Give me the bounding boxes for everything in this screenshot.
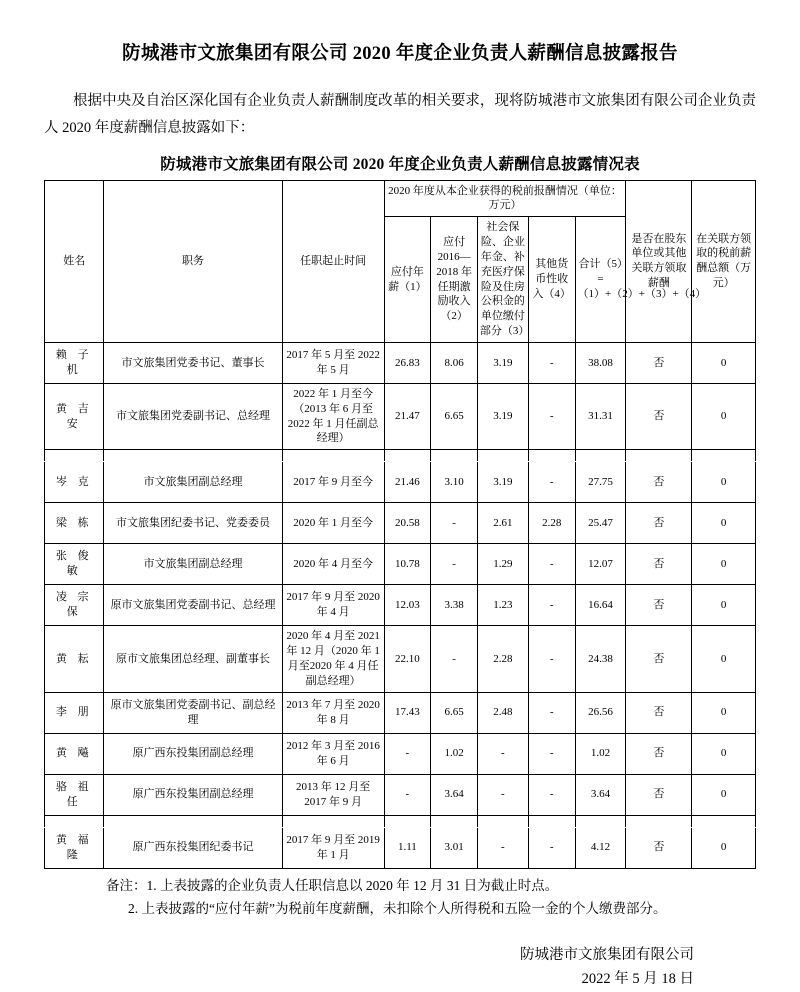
header-shareholder-pay: 是否在股东单位或其他关联方领取薪酬 xyxy=(626,180,692,342)
cell-insurance: 3.19 xyxy=(477,342,528,383)
cell-term-incentive: 8.06 xyxy=(431,342,478,383)
page-title: 防城港市文旅集团有限公司 2020 年度企业负责人薪酬信息披露报告 xyxy=(122,44,678,64)
cell-annual-salary: 12.03 xyxy=(384,585,431,626)
header-col-5: 合计（5）=（1）+（2）+（3）+（4） xyxy=(575,217,626,343)
cell-tenure: 2017 年 9 月至 2020 年 4 月 xyxy=(282,585,384,626)
cell-post: 市文旅集团副总经理 xyxy=(104,544,282,585)
cell-annual-salary: 21.47 xyxy=(384,383,431,449)
cell-total: 12.07 xyxy=(575,544,626,585)
cell-term-incentive: - xyxy=(431,503,478,544)
table-row xyxy=(45,733,756,774)
cell-annual-salary: 17.43 xyxy=(384,692,431,733)
table-group-separator xyxy=(45,450,756,462)
table-title: 防城港市文旅集团有限公司 2020 年度企业负责人薪酬信息披露情况表 xyxy=(160,155,640,173)
notes-section xyxy=(44,875,756,921)
cell-total: 3.64 xyxy=(575,774,626,815)
cell-total: 26.56 xyxy=(575,692,626,733)
cell-term-incentive: - xyxy=(431,626,478,692)
cell-insurance: - xyxy=(477,733,528,774)
cell-name: 黄 福 隆 xyxy=(45,827,104,868)
cell-term-incentive: 3.38 xyxy=(431,585,478,626)
cell-insurance: - xyxy=(477,774,528,815)
cell-total: 24.38 xyxy=(575,626,626,692)
separator-cell xyxy=(477,815,528,827)
cell-shareholder-pay: 否 xyxy=(626,383,692,449)
cell-tenure: 2017 年 5 月至 2022 年 5 月 xyxy=(282,342,384,383)
cell-post: 市文旅集团纪委书记、党委委员 xyxy=(104,503,282,544)
cell-total: 38.08 xyxy=(575,342,626,383)
cell-name: 岑 克 xyxy=(45,462,104,503)
cell-related-total: 0 xyxy=(692,585,756,626)
cell-term-incentive: 3.64 xyxy=(431,774,478,815)
cell-post: 原广西东投集团副总经理 xyxy=(104,733,282,774)
signature-org: 防城港市文旅集团有限公司 xyxy=(520,946,694,963)
note-2: 2. 上表披露的“应付年薪”为税前年度薪酬，未扣除个人所得税和五险一金的个人缴费部分。 xyxy=(128,900,667,916)
cell-shareholder-pay: 否 xyxy=(626,774,692,815)
cell-other-income: - xyxy=(528,342,575,383)
cell-other-income: - xyxy=(528,827,575,868)
cell-other-income: - xyxy=(528,544,575,585)
separator-cell xyxy=(626,450,692,462)
header-col-1: 应付年薪（1） xyxy=(384,217,431,343)
separator-cell xyxy=(431,815,478,827)
table-row xyxy=(45,692,756,733)
cell-tenure: 2017 年 9 月至今 xyxy=(282,462,384,503)
cell-shareholder-pay: 否 xyxy=(626,585,692,626)
cell-name: 赖 子 机 xyxy=(45,342,104,383)
cell-post: 市文旅集团党委副书记、总经理 xyxy=(104,383,282,449)
cell-total: 16.64 xyxy=(575,585,626,626)
cell-other-income: - xyxy=(528,462,575,503)
separator-cell xyxy=(477,450,528,462)
table-row xyxy=(45,774,756,815)
separator-cell xyxy=(692,815,756,827)
cell-total: 31.31 xyxy=(575,383,626,449)
cell-shareholder-pay: 否 xyxy=(626,626,692,692)
cell-term-incentive: 1.02 xyxy=(431,733,478,774)
notes-label: 备注： xyxy=(106,877,147,893)
cell-related-total: 0 xyxy=(692,462,756,503)
cell-insurance: 3.19 xyxy=(477,462,528,503)
cell-insurance: 2.48 xyxy=(477,692,528,733)
cell-annual-salary: 10.78 xyxy=(384,544,431,585)
separator-cell xyxy=(104,450,282,462)
cell-name: 骆 祖 任 xyxy=(45,774,104,815)
cell-term-incentive: - xyxy=(431,544,478,585)
cell-post: 原广西东投集团纪委书记 xyxy=(104,827,282,868)
cell-total: 1.02 xyxy=(575,733,626,774)
cell-total: 25.47 xyxy=(575,503,626,544)
cell-insurance: - xyxy=(477,827,528,868)
separator-cell xyxy=(384,450,431,462)
cell-post: 原市文旅集团党委副书记、总经理 xyxy=(104,585,282,626)
signature-date: 2022 年 5 月 18 日 xyxy=(581,971,694,988)
cell-annual-salary: 26.83 xyxy=(384,342,431,383)
separator-cell xyxy=(575,450,626,462)
cell-name: 黄 飚 xyxy=(45,733,104,774)
table-group-separator xyxy=(45,815,756,827)
cell-name: 李 朋 xyxy=(45,692,104,733)
cell-post: 原广西东投集团副总经理 xyxy=(104,774,282,815)
table-row xyxy=(45,462,756,503)
cell-insurance: 1.23 xyxy=(477,585,528,626)
cell-other-income: - xyxy=(528,692,575,733)
cell-post: 原市文旅集团党委副书记、副总经理 xyxy=(104,692,282,733)
salary-disclosure-table xyxy=(44,180,756,869)
cell-insurance: 3.19 xyxy=(477,383,528,449)
separator-cell xyxy=(45,450,104,462)
separator-cell xyxy=(282,815,384,827)
separator-cell xyxy=(575,815,626,827)
header-col-2: 应付 2016—2018 年任期激励收入（2） xyxy=(431,217,478,343)
cell-post: 市文旅集团党委书记、董事长 xyxy=(104,342,282,383)
cell-shareholder-pay: 否 xyxy=(626,827,692,868)
table-header xyxy=(45,180,756,342)
note-line-1 xyxy=(106,875,756,898)
cell-other-income: - xyxy=(528,585,575,626)
note-1: 1. 上表披露的企业负责人任职信息以 2020 年 12 月 31 日为截止时点。 xyxy=(146,877,559,893)
table-row xyxy=(45,626,756,692)
cell-insurance: 2.61 xyxy=(477,503,528,544)
cell-name: 黄 吉 安 xyxy=(45,383,104,449)
cell-term-incentive: 3.10 xyxy=(431,462,478,503)
cell-tenure: 2020 年 4 月至 2021 年 12 月（2020 年 1 月至2020 年 4 月任副总经理） xyxy=(282,626,384,692)
cell-term-incentive: 6.65 xyxy=(431,383,478,449)
cell-insurance: 1.29 xyxy=(477,544,528,585)
cell-annual-salary: 21.46 xyxy=(384,462,431,503)
cell-other-income: - xyxy=(528,774,575,815)
intro-paragraph: 根据中央及自治区深化国有企业负责人薪酬制度改革的相关要求，现将防城港市文旅集团有限公司企业负责人 2020 年度薪酬信息披露如下： xyxy=(44,92,756,136)
cell-other-income: - xyxy=(528,383,575,449)
cell-tenure: 2012 年 3 月至 2016 年 6 月 xyxy=(282,733,384,774)
cell-shareholder-pay: 否 xyxy=(626,342,692,383)
table-body xyxy=(45,342,756,868)
cell-total: 27.75 xyxy=(575,462,626,503)
cell-term-incentive: 6.65 xyxy=(431,692,478,733)
cell-shareholder-pay: 否 xyxy=(626,692,692,733)
cell-insurance: 2.28 xyxy=(477,626,528,692)
header-name: 姓名 xyxy=(45,180,104,342)
table-row xyxy=(45,342,756,383)
cell-name: 凌 宗 保 xyxy=(45,585,104,626)
cell-related-total: 0 xyxy=(692,733,756,774)
cell-name: 黄 耘 xyxy=(45,626,104,692)
cell-name: 梁 栋 xyxy=(45,503,104,544)
cell-total: 4.12 xyxy=(575,827,626,868)
separator-cell xyxy=(282,450,384,462)
cell-tenure: 2022 年 1 月至今（2013 年 6 月至2022 年 1 月任副总经理） xyxy=(282,383,384,449)
cell-other-income: - xyxy=(528,626,575,692)
cell-annual-salary: - xyxy=(384,733,431,774)
cell-related-total: 0 xyxy=(692,626,756,692)
header-related-party-total: 在关联方领取的税前薪酬总额（万元） xyxy=(692,180,756,342)
signature-block xyxy=(44,943,756,992)
separator-cell xyxy=(528,815,575,827)
table-row xyxy=(45,383,756,449)
cell-shareholder-pay: 否 xyxy=(626,733,692,774)
cell-shareholder-pay: 否 xyxy=(626,462,692,503)
separator-cell xyxy=(528,450,575,462)
cell-related-total: 0 xyxy=(692,774,756,815)
cell-annual-salary: 1.11 xyxy=(384,827,431,868)
cell-annual-salary: 20.58 xyxy=(384,503,431,544)
table-row xyxy=(45,544,756,585)
separator-cell xyxy=(692,450,756,462)
cell-term-incentive: 3.01 xyxy=(431,827,478,868)
header-col-4: 其他货币性收入（4） xyxy=(528,217,575,343)
cell-related-total: 0 xyxy=(692,827,756,868)
table-row xyxy=(45,585,756,626)
separator-cell xyxy=(45,815,104,827)
separator-cell xyxy=(626,815,692,827)
cell-related-total: 0 xyxy=(692,383,756,449)
cell-annual-salary: 22.10 xyxy=(384,626,431,692)
cell-related-total: 0 xyxy=(692,544,756,585)
cell-tenure: 2020 年 4 月至今 xyxy=(282,544,384,585)
cell-name: 张 俊 敏 xyxy=(45,544,104,585)
cell-post: 原市文旅集团总经理、副董事长 xyxy=(104,626,282,692)
cell-annual-salary: - xyxy=(384,774,431,815)
cell-tenure: 2020 年 1 月至今 xyxy=(282,503,384,544)
separator-cell xyxy=(384,815,431,827)
cell-tenure: 2013 年 7 月至 2020 年 8 月 xyxy=(282,692,384,733)
header-compensation-group: 2020 年度从本企业获得的税前报酬情况（单位：万元） xyxy=(384,180,626,217)
cell-other-income: - xyxy=(528,733,575,774)
header-tenure: 任职起止时间 xyxy=(282,180,384,342)
separator-cell xyxy=(431,450,478,462)
separator-cell xyxy=(104,815,282,827)
table-row xyxy=(45,827,756,868)
cell-tenure: 2017 年 9 月至 2019 年 1 月 xyxy=(282,827,384,868)
cell-other-income: 2.28 xyxy=(528,503,575,544)
table-row xyxy=(45,503,756,544)
cell-related-total: 0 xyxy=(692,692,756,733)
cell-tenure: 2013 年 12 月至 2017 年 9 月 xyxy=(282,774,384,815)
cell-related-total: 0 xyxy=(692,342,756,383)
cell-shareholder-pay: 否 xyxy=(626,544,692,585)
header-post: 职务 xyxy=(104,180,282,342)
cell-shareholder-pay: 否 xyxy=(626,503,692,544)
cell-related-total: 0 xyxy=(692,503,756,544)
header-col-3: 社会保险、企业年金、补充医疗保险及住房公积金的单位缴付部分（3） xyxy=(477,217,528,343)
cell-post: 市文旅集团副总经理 xyxy=(104,462,282,503)
